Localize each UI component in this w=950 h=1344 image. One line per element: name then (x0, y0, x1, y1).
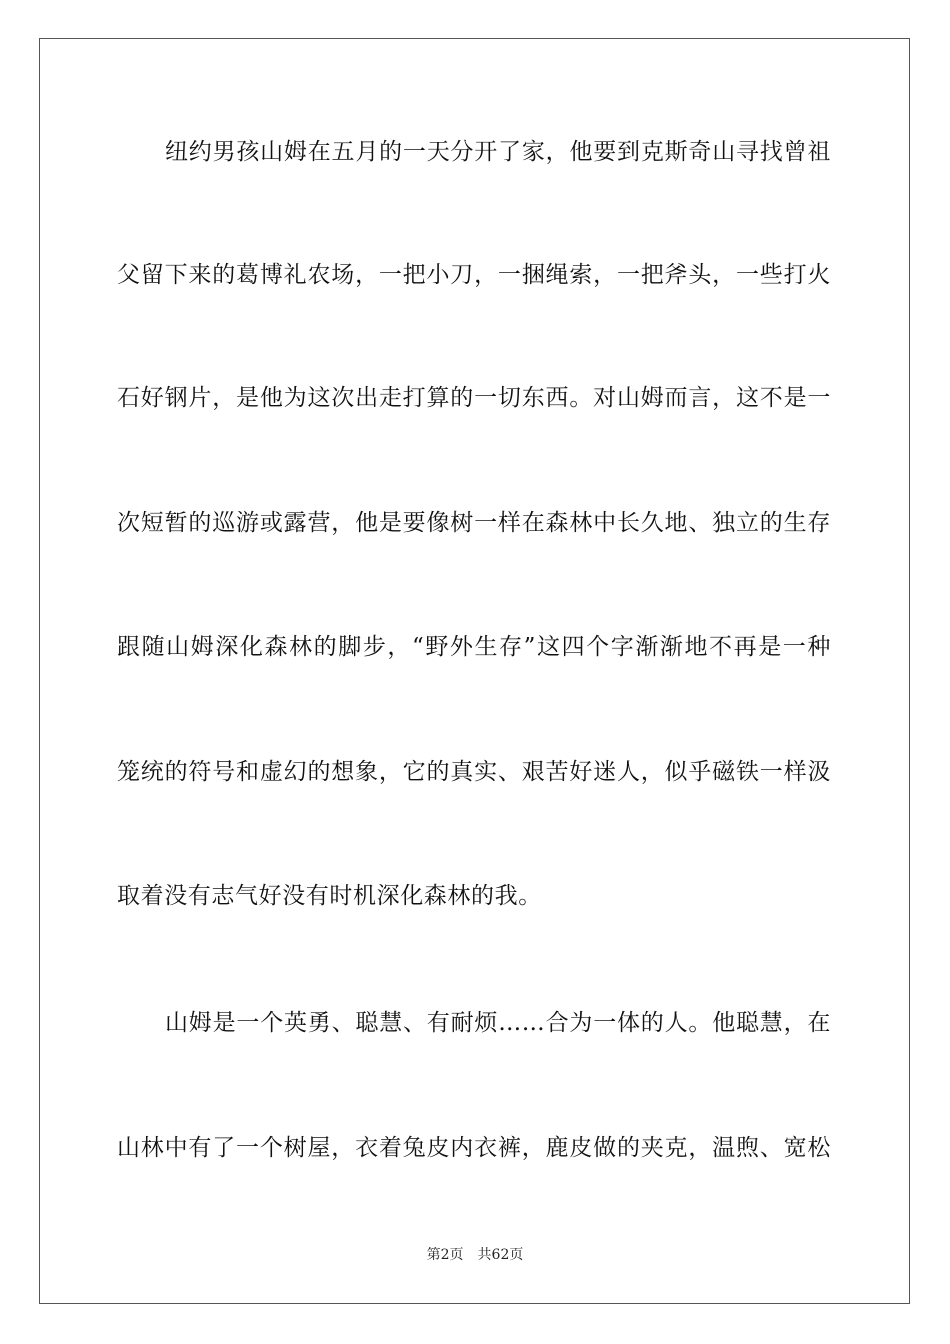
paragraph-1-line-2: 父留下来的葛博礼农场，一把小刀，一捆绳索，一把斧头，一些打火 (117, 262, 831, 288)
page-footer (0, 1246, 950, 1264)
page-total: 共62页 (477, 1247, 524, 1263)
paragraph-2-line-2: 山林中有了一个树屋，衣着兔皮内衣裤，鹿皮做的夹克，温煦、宽松 (117, 1135, 831, 1161)
paragraph-1-line-4: 次短暂的巡游或露营，他是要像树一样在森林中长久地、独立的生存 (117, 510, 831, 536)
paragraph-1-line-7: 取着没有志气好没有时机深化森林的我。 (117, 883, 542, 909)
page-border (39, 38, 910, 1304)
paragraph-1-line-3: 石好钢片，是他为这次出走打算的一切东西。对山姆而言，这不是一 (117, 385, 831, 411)
paragraph-1-line-1: 纽约男孩山姆在五月的一天分开了家，他要到克斯奇山寻找曾祖 (165, 139, 831, 165)
paragraph-1-line-6: 笼统的符号和虚幻的想象，它的真实、艰苦好迷人，似乎磁铁一样汲 (117, 759, 831, 785)
paragraph-1-line-5: 跟随山姆深化森林的脚步，“野外生存”这四个字渐渐地不再是一种 (117, 634, 831, 660)
paragraph-2-line-1: 山姆是一个英勇、聪慧、有耐烦……合为一体的人。他聪慧，在 (165, 1010, 831, 1036)
page-number: 第2页 (426, 1247, 464, 1263)
